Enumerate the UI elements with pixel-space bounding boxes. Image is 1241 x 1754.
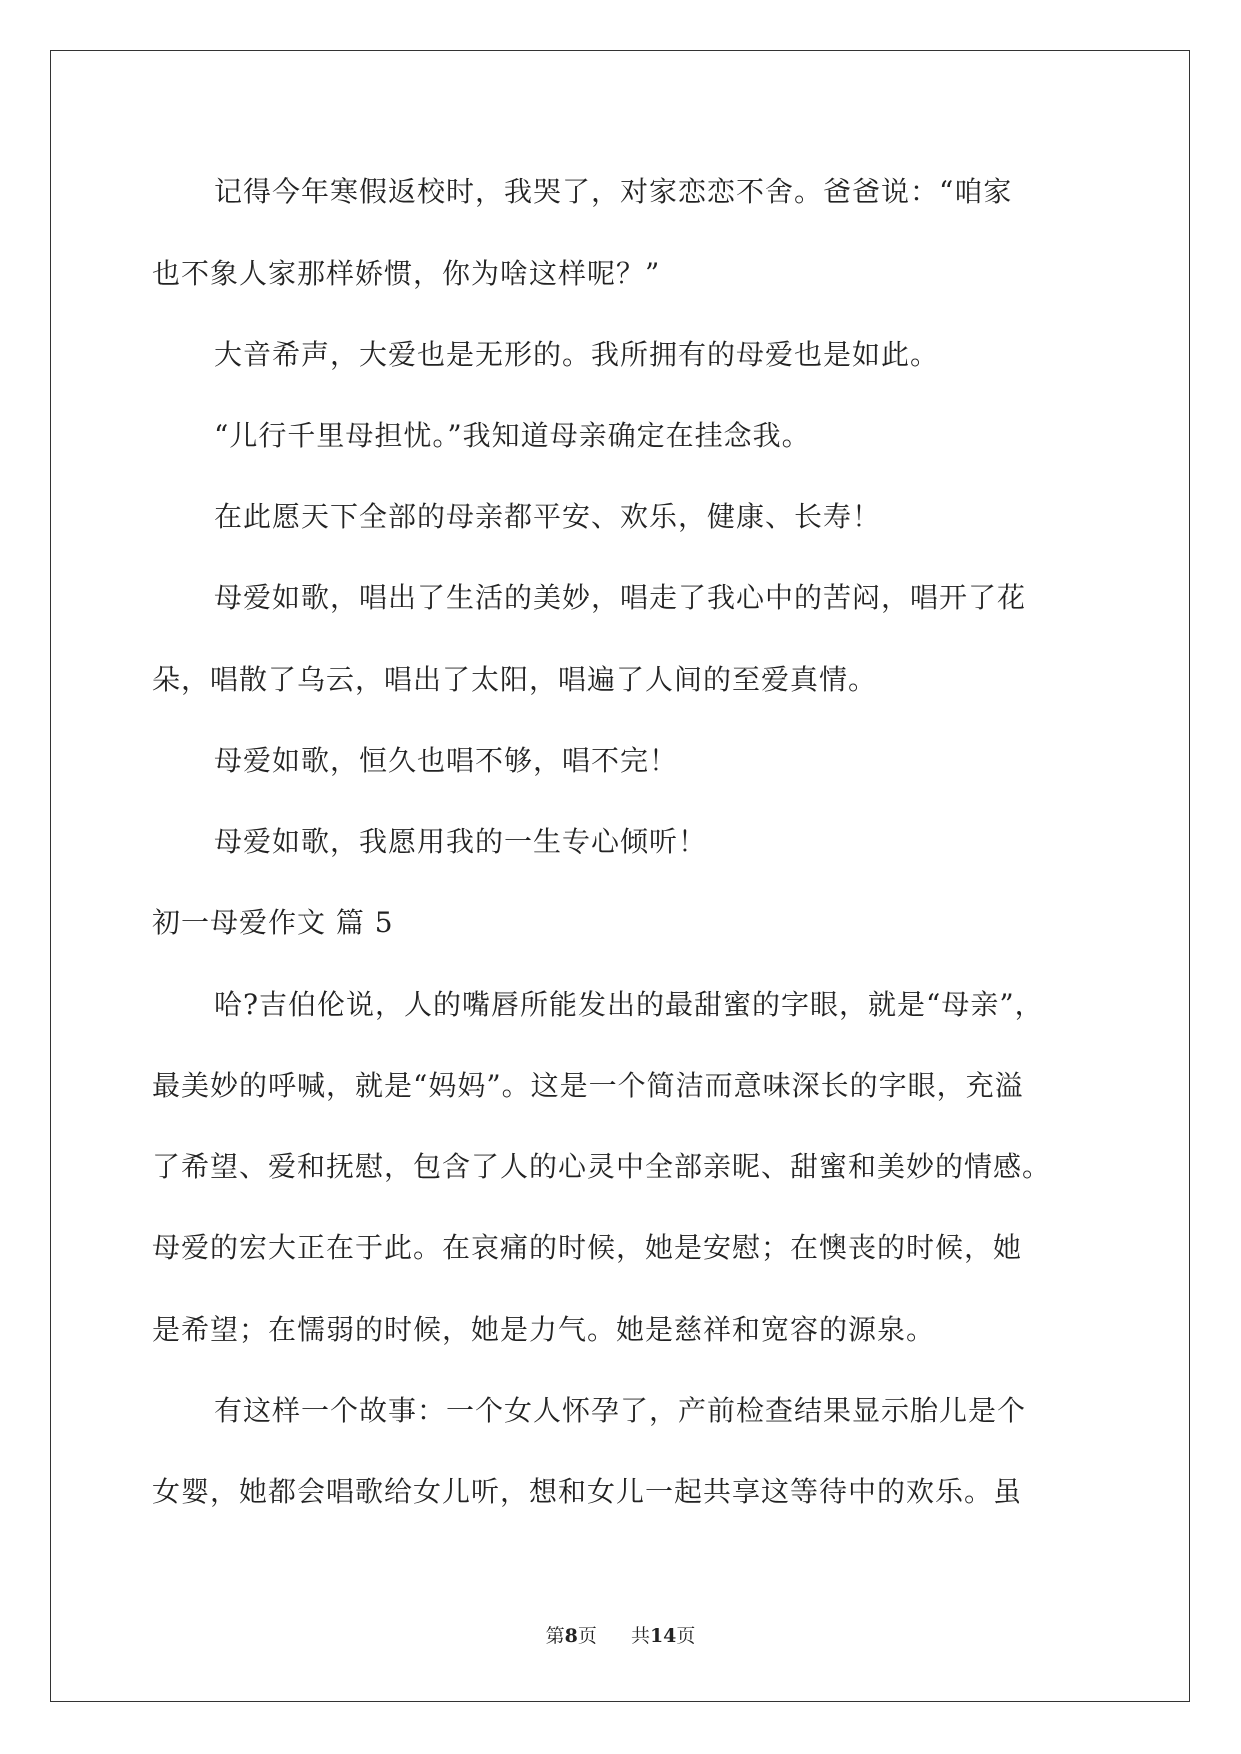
paragraph-line: 女婴，她都会唱歌给女儿听，想和女儿一起共享这等待中的欢乐。虽 (152, 1475, 1023, 1508)
paragraph-line: 母爱如歌，唱出了生活的美妙，唱走了我心中的苦闷，唱开了花 (214, 581, 1027, 614)
paragraph-line: 记得今年寒假返校时，我哭了，对家恋恋不舍。爸爸说：“咱家 (214, 175, 1013, 208)
paragraph-line: 母爱的宏大正在于此。在哀痛的时候，她是安慰；在懊丧的时候，她 (152, 1231, 1023, 1264)
paragraph-line: 朵，唱散了乌云，唱出了太阳，唱遍了人间的至爱真情。 (152, 663, 878, 696)
total-pages: 14 (649, 1625, 677, 1647)
paragraph-line: “儿行千里母担忧。”我知道母亲确定在挂念我。 (214, 419, 811, 452)
total-suffix: 页 (676, 1625, 696, 1647)
paragraph-line: 在此愿天下全部的母亲都平安、欢乐，健康、长寿！ (214, 500, 882, 533)
paragraph-line: 是希望；在懦弱的时候，她是力气。她是慈祥和宽容的源泉。 (152, 1313, 936, 1346)
paragraph-line: 了希望、爱和抚慰，包含了人的心灵中全部亲昵、甜蜜和美妙的情感。 (152, 1150, 1052, 1183)
section-heading: 初一母爱作文 篇 5 (152, 906, 394, 939)
page-number: 8 (564, 1625, 578, 1647)
paragraph-line: 大音希声，大爱也是无形的。我所拥有的母爱也是如此。 (214, 338, 940, 371)
page-border (50, 50, 1190, 1702)
total-prefix: 共 (630, 1625, 650, 1647)
page-prefix: 第 (545, 1625, 565, 1647)
paragraph-line: 有这样一个故事：一个女人怀孕了，产前检查结果显示胎儿是个 (214, 1394, 1027, 1427)
paragraph-line: 母爱如歌，恒久也唱不够，唱不完！ (214, 744, 679, 777)
paragraph-line: 哈?吉伯伦说，人的嘴唇所能发出的最甜蜜的字眼，就是“母亲”， (214, 988, 1044, 1021)
paragraph-line: 母爱如歌，我愿用我的一生专心倾听！ (214, 825, 708, 858)
paragraph-line: 最美妙的呼喊，就是“妈妈”。这是一个简洁而意味深长的字眼，充溢 (152, 1069, 1024, 1102)
page-suffix: 页 (577, 1625, 597, 1647)
paragraph-line: 也不象人家那样娇惯，你为啥这样呢？” (152, 257, 661, 290)
page-footer (0, 1623, 1241, 1649)
